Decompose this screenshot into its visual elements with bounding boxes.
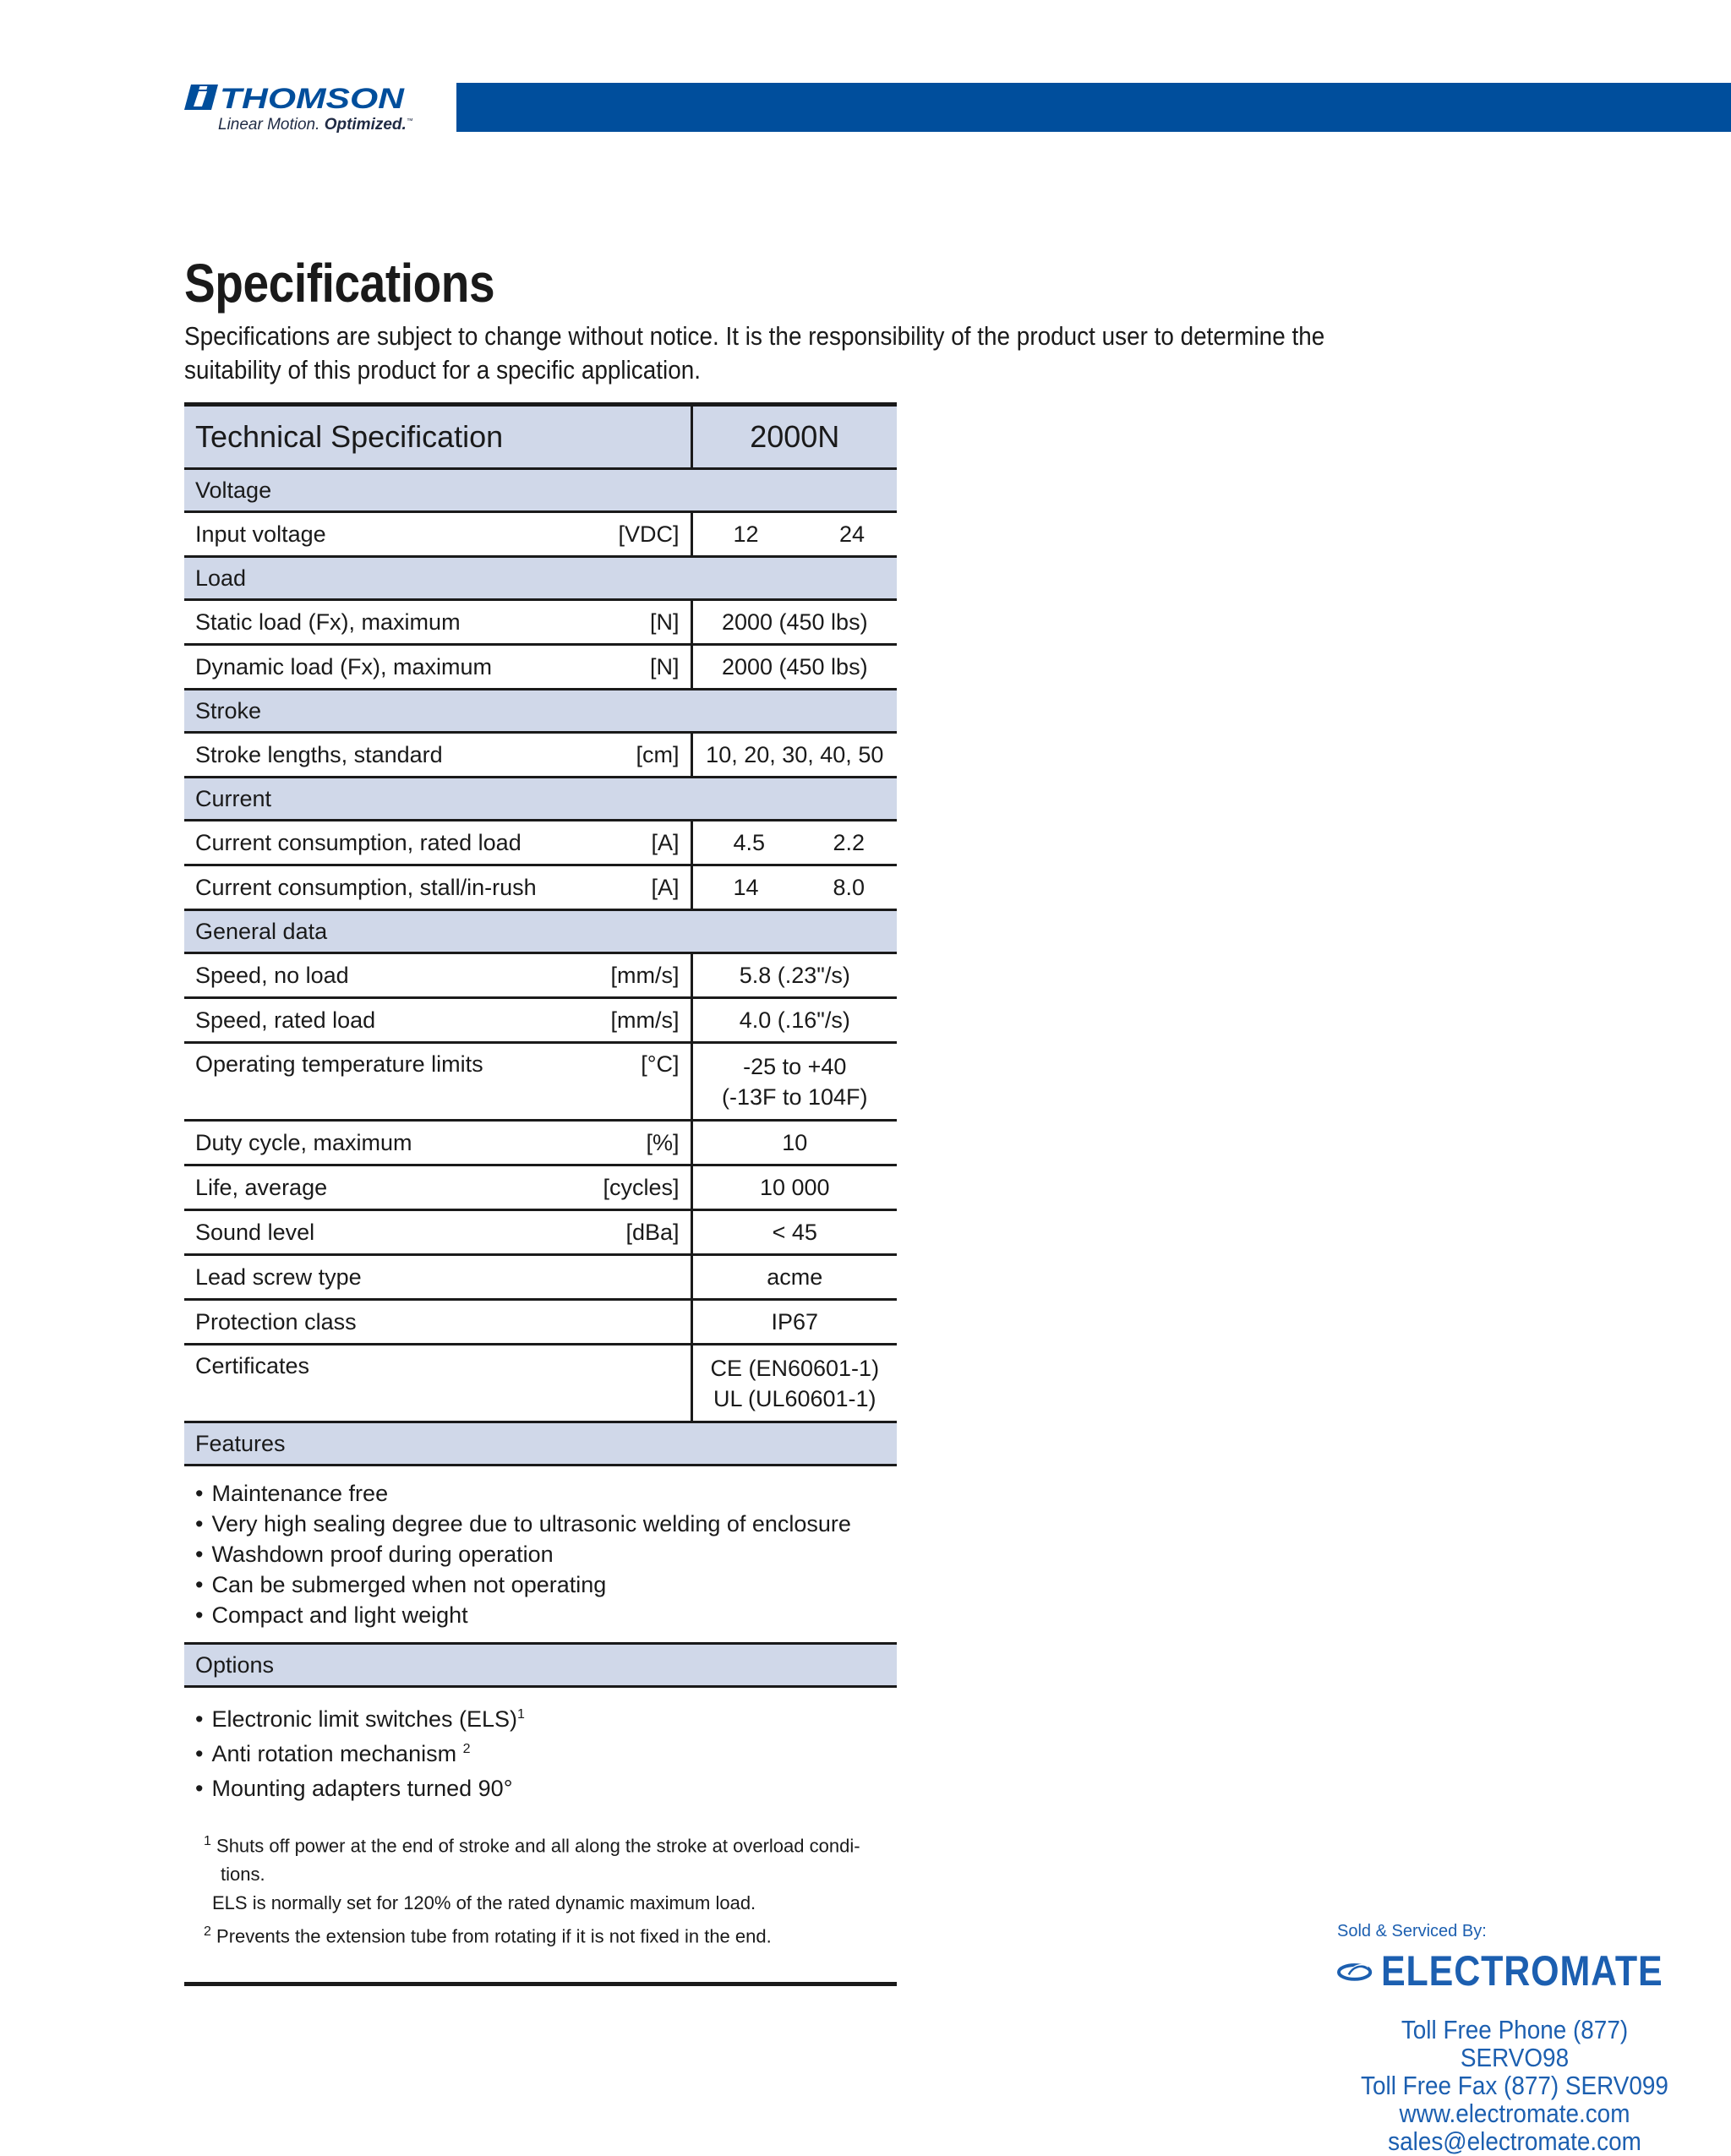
distributor-block: [1337, 1922, 1709, 2155]
table-row: [184, 1300, 897, 1345]
table-row: [184, 953, 897, 998]
row-value: [691, 1345, 897, 1422]
footnote-1: $^1$ Shuts off power at the end of stroke and all along the stroke at overload condi-: [204, 1834, 860, 1857]
value-line: UL (UL60601-1): [713, 1386, 876, 1411]
table-row: [184, 512, 897, 557]
row-unit: [cycles]: [565, 1165, 691, 1210]
row-value: 10 000: [691, 1165, 897, 1210]
page-title: Specifications: [184, 253, 495, 314]
value-12v: 14: [733, 874, 759, 900]
table-row: [184, 865, 897, 910]
list-item: • Washdown proof during operation: [195, 1539, 886, 1569]
row-unit: [A]: [565, 821, 691, 865]
category-load: Load: [184, 557, 897, 600]
row-value: < 45: [691, 1210, 897, 1255]
row-label: Lead screw type: [184, 1255, 565, 1300]
row-value: [691, 512, 897, 557]
category-features: Features: [184, 1422, 897, 1466]
row-label: Speed, rated load: [184, 998, 565, 1043]
row-unit: [°C]: [565, 1043, 691, 1121]
row-label: Static load (Fx), maximum: [184, 600, 565, 645]
header-right: 2000N: [691, 405, 897, 469]
row-unit: [N]: [565, 645, 691, 690]
row-value: [691, 1043, 897, 1121]
row-unit: [565, 1345, 691, 1422]
table-row: [184, 1345, 897, 1422]
footnotes: [195, 1812, 886, 1982]
footnote-1-cont: tions.: [221, 1864, 265, 1886]
category-voltage: Voltage: [184, 469, 897, 512]
table-row: [184, 1165, 897, 1210]
category-options: Options: [184, 1644, 897, 1687]
category-row: [184, 1644, 897, 1687]
spec-table: [184, 402, 897, 1986]
row-value: 10: [691, 1121, 897, 1165]
website-link[interactable]: www.electromate.com: [1399, 2099, 1630, 2128]
list-item: • Compact and light weight: [195, 1600, 886, 1630]
row-unit: [565, 1255, 691, 1300]
value-line: CE (EN60601-1): [710, 1356, 880, 1381]
footnote-1-els: ELS is normally set for 120% of the rated dynamic maximum load.: [212, 1892, 756, 1914]
row-value: 5.8 (.23"/s): [691, 953, 897, 998]
category-general: General data: [184, 910, 897, 953]
list-item: • Very high sealing degree due to ultrasonic welding of enclosure: [195, 1509, 886, 1539]
row-value: 10, 20, 30, 40, 50: [691, 733, 897, 778]
row-value: [691, 821, 897, 865]
electromate-swoosh-icon: [1337, 1948, 1374, 1994]
category-row: [184, 778, 897, 821]
header-left: Technical Specification: [184, 405, 691, 469]
table-header-row: [184, 405, 897, 469]
row-label: Stroke lengths, standard: [184, 733, 565, 778]
row-unit: [%]: [565, 1121, 691, 1165]
features-list: [195, 1466, 886, 1642]
row-unit: [N]: [565, 600, 691, 645]
row-value: 2000 (450 lbs): [691, 600, 897, 645]
thomson-logo: [184, 81, 412, 140]
row-unit: [dBa]: [565, 1210, 691, 1255]
value-line: (-13F to 104F): [721, 1084, 868, 1110]
row-unit: [565, 1300, 691, 1345]
features-cell: [184, 1466, 897, 1644]
table-row: [184, 733, 897, 778]
fax-line: Toll Free Fax (877) SERV099: [1361, 2071, 1668, 2100]
row-value: [691, 865, 897, 910]
category-row: [184, 469, 897, 512]
table-row: [184, 1121, 897, 1165]
table-row: [184, 998, 897, 1043]
category-row: [184, 690, 897, 733]
row-label: Current consumption, rated load: [184, 821, 565, 865]
options-cell: [184, 1687, 897, 1984]
value-24v: 24: [838, 521, 866, 547]
options-list: [195, 1688, 886, 1812]
value-12v: 4.5: [733, 829, 766, 855]
distributor-name: ELECTROMATE: [1381, 1947, 1663, 1995]
value-12v: 12: [733, 521, 759, 547]
row-label: Input voltage: [184, 512, 565, 557]
value-24v: 2.2: [833, 829, 866, 855]
table-row: [184, 821, 897, 865]
row-value: acme: [691, 1255, 897, 1300]
list-item: • Anti rotation mechanism $^2$: [195, 1734, 886, 1769]
list-item: • Mounting adapters turned 90°: [195, 1769, 886, 1804]
row-value: IP67: [691, 1300, 897, 1345]
category-row: [184, 1422, 897, 1466]
row-value: 4.0 (.16"/s): [691, 998, 897, 1043]
thomson-logo-mark: [184, 81, 406, 113]
row-label: Current consumption, stall/in-rush: [184, 865, 565, 910]
row-label: Sound level: [184, 1210, 565, 1255]
table-row: [184, 645, 897, 690]
table-row: [184, 1255, 897, 1300]
row-label: Certificates: [184, 1345, 565, 1422]
row-label: Duty cycle, maximum: [184, 1121, 565, 1165]
list-item: • Maintenance free: [195, 1478, 886, 1509]
category-row: [184, 557, 897, 600]
value-line: -25 to +40: [743, 1054, 847, 1079]
row-unit: [VDC]: [565, 512, 691, 557]
value-24v: 8.0: [833, 874, 866, 900]
row-label: Speed, no load: [184, 953, 565, 998]
row-unit: [mm/s]: [565, 998, 691, 1043]
logo-tagline: Linear Motion. Optimized.™: [218, 116, 413, 134]
row-unit: [mm/s]: [565, 953, 691, 998]
features-row: [184, 1466, 897, 1644]
list-item: • Electronic limit switches (ELS)$^1$: [195, 1700, 886, 1734]
email-link[interactable]: sales@electromate.com: [1388, 2126, 1641, 2156]
category-current: Current: [184, 778, 897, 821]
table-row: [184, 1210, 897, 1255]
row-unit: [cm]: [565, 733, 691, 778]
sold-by-label: Sold & Serviced By:: [1337, 1922, 1487, 1940]
page-intro: Specifications are subject to change without notice. It is the responsibility of the product user to determine the suitability of this product for a specific application.: [184, 321, 1325, 385]
distributor-brand: [1337, 1946, 1709, 1995]
category-stroke: Stroke: [184, 690, 897, 733]
brand-text: THOMSON: [220, 83, 406, 113]
table-row: [184, 1043, 897, 1121]
row-value: 2000 (450 lbs): [691, 645, 897, 690]
category-row: [184, 910, 897, 953]
phone-line: Toll Free Phone (877) SERVO98: [1401, 2015, 1629, 2072]
list-item: • Can be submerged when not operating: [195, 1569, 886, 1600]
row-label: Protection class: [184, 1300, 565, 1345]
row-label: Operating temperature limits: [184, 1043, 565, 1121]
row-unit: [A]: [565, 865, 691, 910]
header-band: [456, 83, 1731, 132]
row-label: Dynamic load (Fx), maximum: [184, 645, 565, 690]
footnote-2: $^2$ Prevents the extension tube from rotating if it is not fixed in the end.: [204, 1924, 772, 1947]
distributor-contact: [1337, 2016, 1692, 2155]
options-row: [184, 1687, 897, 1984]
row-label: Life, average: [184, 1165, 565, 1210]
table-row: [184, 600, 897, 645]
